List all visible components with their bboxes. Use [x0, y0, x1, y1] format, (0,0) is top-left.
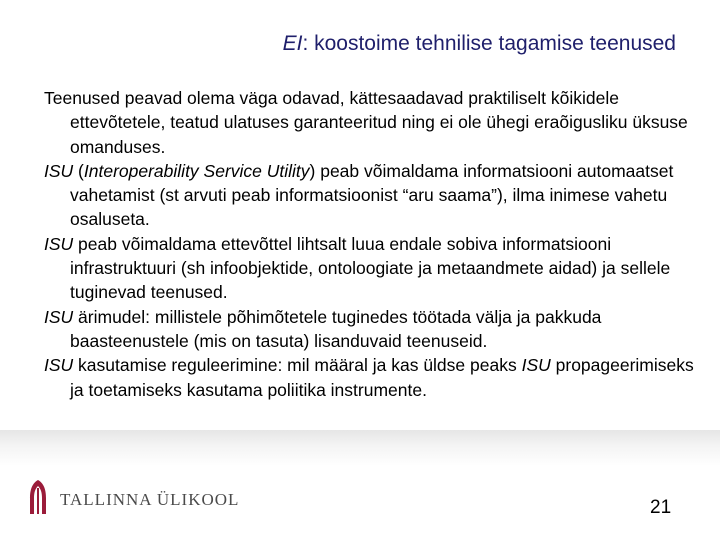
paragraph-text: ärimudel: millistele põhimõtetele tuginedes töötada välja ja pakkuda baasteenustele (mis on tasuta) lisanduvaid teenuseid.: [70, 306, 602, 351]
paragraph-text: Teenused peavad olema väga odavad, kättesaadavad praktiliselt kõikidele ettevõtetele, teatud ulatuses garanteeritud ning ei ole ühegi eraõigusliku üksuse omanduses.: [44, 88, 688, 157]
slide-body: [44, 86, 694, 402]
title-prefix: EI: [282, 32, 303, 55]
footer-band: [0, 430, 720, 540]
slide-title: [283, 32, 676, 56]
paragraph-text: peab võimaldama ettevõttel lihtsalt luua endale sobiva informatsiooni infrastruktuuri (sh infoobjektide, ontoloogiate ja metaandmete aidad) ja sellele tuginevad teenused.: [70, 233, 671, 303]
paragraph-1: [44, 86, 694, 159]
paragraph-3: [44, 232, 694, 305]
paragraph-5: ISU kasutamise reguleerimine: mil määral ja kas üldse peaks ISU propageerimiseks ja toetamiseks kasutama poliitika instrumente.: [44, 355, 694, 400]
paragraph-4: [44, 305, 694, 354]
title-rest: : koostoime tehnilise tagamise teenused: [302, 32, 676, 55]
paragraph-lead: ISU: [44, 233, 74, 254]
tallinn-university-emblem-icon: [26, 478, 50, 516]
logo-text: TALLINNA ÜLIKOOL: [60, 490, 240, 509]
paragraph-lead: ISU: [44, 355, 74, 376]
paragraph-2: ISU (Interoperability Service Utility) peab võimaldama informatsiooni automaatset vahetamist (st arvuti peab informatsioonist “aru saama”), ilma inimese vahetu osaluseta.: [44, 160, 674, 230]
paragraph-lead: ISU: [44, 160, 74, 181]
paragraph-lead: ISU: [44, 306, 74, 327]
page-number: 21: [650, 497, 672, 518]
